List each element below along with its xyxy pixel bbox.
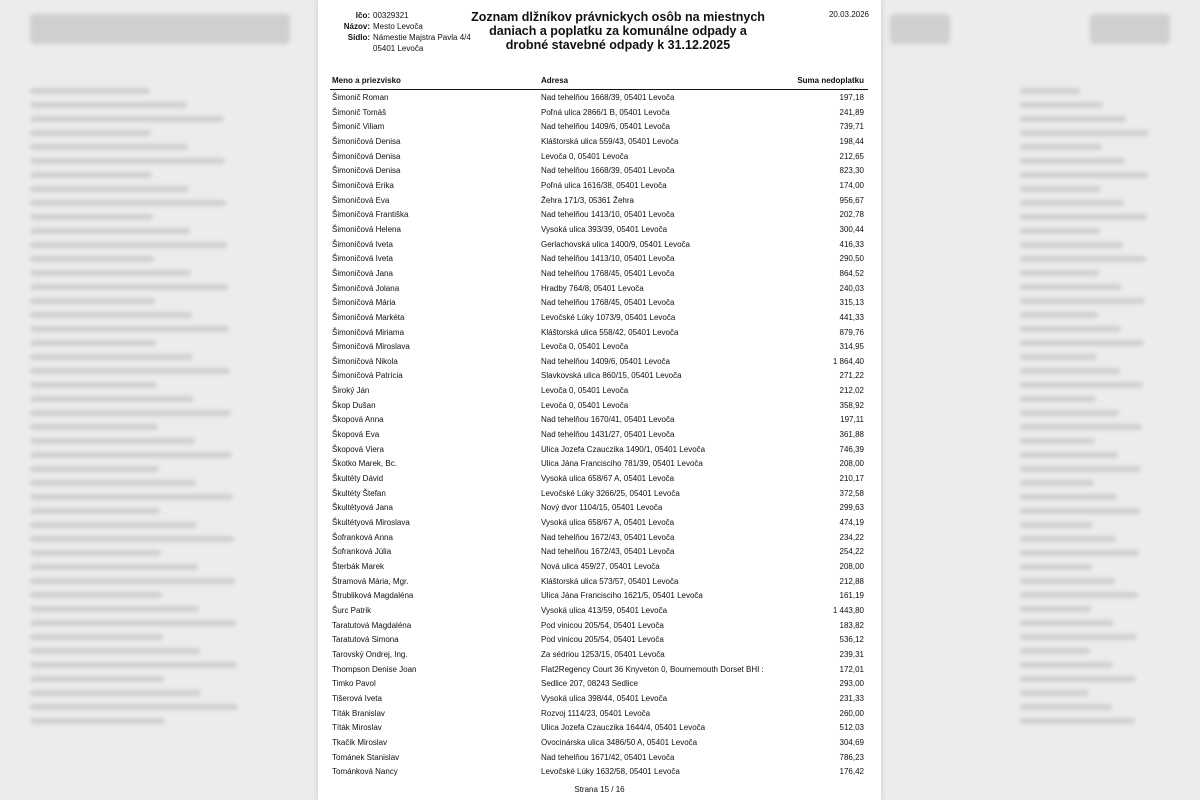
row-address: Rozvoj 1114/23, 05401 Levoča <box>541 708 651 718</box>
row-address: Ulica Jána Francisciho 781/39, 05401 Levoča <box>541 459 703 469</box>
row-address: Nad tehelňou 1668/39, 05401 Levoča <box>541 166 675 176</box>
table-row <box>330 164 868 179</box>
row-address: Ulica Jozefa Czauczika 1644/4, 05401 Levoča <box>541 723 706 733</box>
ico-value: 00329321 <box>373 11 409 20</box>
sidlo-line2: 05401 Levoča <box>373 44 424 53</box>
row-name: Taratutová Simona <box>332 635 399 645</box>
row-name: Šterbák Marek <box>332 562 385 571</box>
row-amount: 956,67 <box>839 195 864 205</box>
row-address: Nad tehelňou 1409/6, 05401 Levoča <box>541 122 670 132</box>
row-amount: 372,58 <box>839 488 864 498</box>
table-row <box>330 106 868 121</box>
row-amount: 271,22 <box>839 371 864 381</box>
row-name: Šimoničová Denisa <box>332 166 401 176</box>
row-name: Šimoničová Denisa <box>332 136 401 146</box>
table-row <box>330 751 868 766</box>
row-address: Levočské Lúky 1073/9, 05401 Levoča <box>541 312 676 322</box>
row-address: Nad tehelňou 1431/27, 05401 Levoča <box>541 430 675 440</box>
row-name: Tarovský Ondrej, Ing. <box>332 649 408 659</box>
table-row <box>330 721 868 736</box>
row-address: Levoča 0, 05401 Levoča <box>541 151 629 161</box>
row-amount: 260,00 <box>839 708 864 718</box>
row-address: Vysoká ulica 658/67 A, 05401 Levoča <box>541 518 675 528</box>
row-amount: 176,42 <box>839 767 864 777</box>
row-amount: 212,88 <box>839 576 864 586</box>
table-row <box>330 765 868 780</box>
row-address: Nad tehelňou 1672/43, 05401 Levoča <box>541 532 675 542</box>
row-amount: 197,18 <box>839 93 864 102</box>
table-row <box>330 575 868 590</box>
table-row <box>330 355 868 370</box>
row-address: Kláštorská ulica 558/42, 05401 Levoča <box>541 327 679 337</box>
organization-info <box>330 10 471 54</box>
row-address: Nad tehelňou 1768/45, 05401 Levoča <box>541 268 675 278</box>
row-name: Široký Ján <box>332 386 370 396</box>
row-name: Tkačik Miroslav <box>332 737 388 747</box>
row-name: Šofranková Anna <box>332 532 393 542</box>
row-address: Levočské Lúky 1632/58, 05401 Levoča <box>541 767 680 777</box>
table-row <box>330 399 868 414</box>
table-row <box>330 472 868 487</box>
row-name: Škop Dušan <box>332 400 376 410</box>
row-amount: 241,89 <box>839 107 864 117</box>
row-name: Škultéty Štefan <box>332 488 386 498</box>
row-amount: 183,82 <box>839 620 864 630</box>
table-row <box>330 296 868 311</box>
row-amount: 786,23 <box>839 752 864 762</box>
row-address: Slavkovská ulica 860/15, 05401 Levoča <box>541 371 682 381</box>
row-address: Flat2Regency Court 36 Knyveton 0, Bournemouth Dorset BHI : <box>541 664 764 674</box>
table-row <box>330 384 868 399</box>
row-amount: 1 443,80 <box>832 605 864 615</box>
row-name: Títák Branislav <box>332 708 385 718</box>
row-name: Šimonič Tomáš <box>332 107 387 117</box>
row-amount: 823,30 <box>839 166 864 176</box>
row-name: Šimoničová Miriama <box>332 327 405 337</box>
row-amount: 361,88 <box>839 430 864 440</box>
row-name: Šimonič Viliam <box>332 122 385 132</box>
table-row <box>330 633 868 648</box>
table-row <box>330 692 868 707</box>
table-row <box>330 311 868 326</box>
table-row <box>330 589 868 604</box>
row-name: Šimonič Roman <box>332 93 389 102</box>
row-address: Vysoká ulica 393/39, 05401 Levoča <box>541 224 668 234</box>
row-address: Poľná ulica 2866/1 B, 05401 Levoča <box>541 107 670 117</box>
row-amount: 416,33 <box>839 239 864 249</box>
row-name: Šimoničová Helena <box>332 224 401 234</box>
row-amount: 304,69 <box>839 737 864 747</box>
row-address: Kláštorská ulica 573/57, 05401 Levoča <box>541 576 679 586</box>
row-address: Ulica Jána Francisciho 1621/5, 05401 Levoča <box>541 591 703 601</box>
table-row <box>330 487 868 502</box>
row-address: Nad tehelňou 1670/41, 05401 Levoča <box>541 415 675 425</box>
table-row <box>330 208 868 223</box>
table-row <box>330 252 868 267</box>
table-row <box>330 91 868 106</box>
table-row <box>330 516 868 531</box>
table-row <box>330 428 868 443</box>
ico-label: Ičo: <box>355 11 370 20</box>
row-amount: 161,19 <box>839 591 864 601</box>
table-row <box>330 545 868 560</box>
row-address: Žehra 171/3, 05361 Žehra <box>541 195 634 205</box>
row-name: Škotko Marek, Bc. <box>332 459 397 469</box>
column-header-name: Meno a priezvisko <box>332 76 401 85</box>
row-amount: 746,39 <box>839 444 864 454</box>
row-address: Levoča 0, 05401 Levoča <box>541 342 629 352</box>
row-name: Šimoničová Jolana <box>332 283 400 293</box>
row-name: Timko Pavol <box>332 679 376 689</box>
row-address: Pod vinicou 205/54, 05401 Levoča <box>541 620 664 630</box>
table-row <box>330 326 868 341</box>
row-name: Tišerová Iveta <box>332 693 382 703</box>
row-amount: 254,22 <box>839 547 864 557</box>
sidlo-line1: Námestie Majstra Pavla 4/4 <box>373 33 471 42</box>
row-amount: 315,13 <box>839 298 864 308</box>
row-address: Vysoká ulica 658/67 A, 05401 Levoča <box>541 474 675 484</box>
table-row <box>330 120 868 135</box>
nazov-value: Mesto Levoča <box>373 22 423 31</box>
row-amount: 739,71 <box>839 122 864 132</box>
row-name: Šimoničová Jana <box>332 268 393 278</box>
row-name: Škultétyová Jana <box>332 503 393 513</box>
document-page <box>318 0 881 800</box>
nazov-label: Názov: <box>343 22 370 31</box>
row-name: Štramová Mária, Mgr. <box>332 576 409 586</box>
table-row <box>330 194 868 209</box>
row-amount: 208,00 <box>839 562 864 571</box>
row-address: Kláštorská ulica 559/43, 05401 Levoča <box>541 136 679 146</box>
row-name: Štrubliková Magdaléna <box>332 591 414 601</box>
row-name: Škultétyová Miroslava <box>332 518 410 528</box>
row-amount: 314,95 <box>839 342 864 352</box>
sidlo-label: Sídlo: <box>347 33 370 42</box>
table-body <box>330 91 868 780</box>
row-amount: 299,63 <box>839 503 864 513</box>
row-name: Šimoničová Mária <box>332 298 396 308</box>
table-row <box>330 340 868 355</box>
table-row <box>330 619 868 634</box>
table-header <box>330 74 868 90</box>
table-row <box>330 135 868 150</box>
row-name: Šimoničová Iveta <box>332 254 393 264</box>
row-amount: 174,00 <box>839 180 864 190</box>
row-address: Nový dvor 1104/15, 05401 Levoča <box>541 503 663 513</box>
table-row <box>330 223 868 238</box>
row-address: Nad tehelňou 1409/6, 05401 Levoča <box>541 356 670 366</box>
row-address: Levoča 0, 05401 Levoča <box>541 400 629 410</box>
row-amount: 240,03 <box>839 283 864 293</box>
table-row <box>330 648 868 663</box>
row-amount: 290,50 <box>839 254 864 264</box>
row-amount: 512,03 <box>839 723 864 733</box>
table-row <box>330 282 868 297</box>
table-row <box>330 663 868 678</box>
row-amount: 202,78 <box>839 210 864 220</box>
row-name: Šimoničová Františka <box>332 210 409 220</box>
column-header-amount: Suma nedoplatku <box>797 76 864 85</box>
row-address: Nová ulica 459/27, 05401 Levoča <box>541 562 660 571</box>
table-row <box>330 677 868 692</box>
row-address: Vysoká ulica 398/44, 05401 Levoča <box>541 693 668 703</box>
row-amount: 198,44 <box>839 136 864 146</box>
row-amount: 293,00 <box>839 679 864 689</box>
table-row <box>330 267 868 282</box>
page-number: Strana 15 / 16 <box>574 785 625 794</box>
row-address: Nad tehelňou 1672/43, 05401 Levoča <box>541 547 675 557</box>
column-header-address: Adresa <box>541 76 569 85</box>
document-title: Zoznam dlžníkov právnickych osôb na miestnych daniach a poplatku za komunálne odpady a drobné stavebné odpady k 31.12.2025 <box>471 10 765 52</box>
table-row <box>330 238 868 253</box>
table-row <box>330 179 868 194</box>
row-amount: 234,22 <box>839 532 864 542</box>
row-address: Gerlachovská ulica 1400/9, 05401 Levoča <box>541 239 690 249</box>
table-row <box>330 369 868 384</box>
row-address: Hradby 764/8, 05401 Levoča <box>541 283 644 293</box>
row-address: Sedlice 207, 08243 Sedlice <box>541 679 638 689</box>
row-name: Škultéty Dávid <box>332 474 384 484</box>
row-amount: 231,33 <box>839 693 864 703</box>
row-name: Škopová Eva <box>332 430 380 440</box>
row-name: Šimoničová Denisa <box>332 151 401 161</box>
row-address: Levočské Lúky 3266/25, 05401 Levoča <box>541 488 680 498</box>
row-amount: 879,76 <box>839 327 864 337</box>
row-address: Levoča 0, 05401 Levoča <box>541 386 629 396</box>
row-name: Šimoničová Erika <box>332 180 394 190</box>
row-name: Thompson Denise Joan <box>332 664 417 674</box>
row-amount: 358,92 <box>839 400 864 410</box>
table-row <box>330 736 868 751</box>
row-name: Šimoničová Iveta <box>332 239 393 249</box>
row-name: Šofranková Júlia <box>332 547 392 557</box>
row-name: Tománková Nancy <box>332 767 398 777</box>
row-name: Šimoničová Miroslava <box>332 342 410 352</box>
row-amount: 208,00 <box>839 459 864 469</box>
row-address: Nad tehelňou 1413/10, 05401 Levoča <box>541 210 675 220</box>
row-name: Šimoničová Markéta <box>332 312 405 322</box>
row-amount: 239,31 <box>839 649 864 659</box>
row-amount: 1 864,40 <box>832 356 864 366</box>
row-address: Vysoká ulica 413/59, 05401 Levoča <box>541 605 668 615</box>
document-date: 20.03.2026 <box>828 10 869 19</box>
row-address: Poľná ulica 1616/38, 05401 Levoča <box>541 180 667 190</box>
table-row <box>330 443 868 458</box>
table-row <box>330 604 868 619</box>
row-name: Šimoničová Nikola <box>332 356 398 366</box>
table-row <box>330 560 868 575</box>
row-name: Šimoničová Patrícia <box>332 371 403 381</box>
table-row <box>330 457 868 472</box>
row-amount: 197,11 <box>840 415 864 425</box>
row-amount: 864,52 <box>839 268 864 278</box>
row-amount: 212,02 <box>839 386 864 396</box>
row-name: Títák Miroslav <box>332 723 382 733</box>
row-amount: 172,01 <box>839 664 864 674</box>
row-amount: 441,33 <box>839 312 864 322</box>
row-address: Nad tehelňou 1413/10, 05401 Levoča <box>541 254 675 264</box>
row-name: Šimoničová Eva <box>332 195 390 205</box>
row-address: Pod vinicou 205/54, 05401 Levoča <box>541 635 664 645</box>
table-row <box>330 413 868 428</box>
row-name: Taratutová Magdaléna <box>332 620 412 630</box>
row-amount: 212,65 <box>839 151 864 161</box>
row-name: Tománek Stanislav <box>332 752 400 762</box>
row-address: Nad tehelňou 1668/39, 05401 Levoča <box>541 93 675 102</box>
row-address: Ulica Jozefa Czauczika 1490/1, 05401 Levoča <box>541 444 706 454</box>
table-row <box>330 150 868 165</box>
row-address: Nad tehelňou 1768/45, 05401 Levoča <box>541 298 675 308</box>
row-amount: 210,17 <box>839 474 864 484</box>
row-amount: 474,19 <box>839 518 864 528</box>
row-name: Škopová Viera <box>332 444 384 454</box>
table-row <box>330 707 868 722</box>
table-row <box>330 531 868 546</box>
row-address: Za sédriou 1253/15, 05401 Levoča <box>541 649 665 659</box>
row-amount: 300,44 <box>839 224 864 234</box>
table-row <box>330 501 868 516</box>
row-address: Nad tehelňou 1671/42, 05401 Levoča <box>541 752 675 762</box>
row-amount: 536,12 <box>839 635 864 645</box>
row-name: Škopová Anna <box>332 415 384 425</box>
row-name: Šurc Patrik <box>332 605 372 615</box>
row-address: Ovocinárska ulica 3486/50 A, 05401 Levoča <box>541 737 698 747</box>
